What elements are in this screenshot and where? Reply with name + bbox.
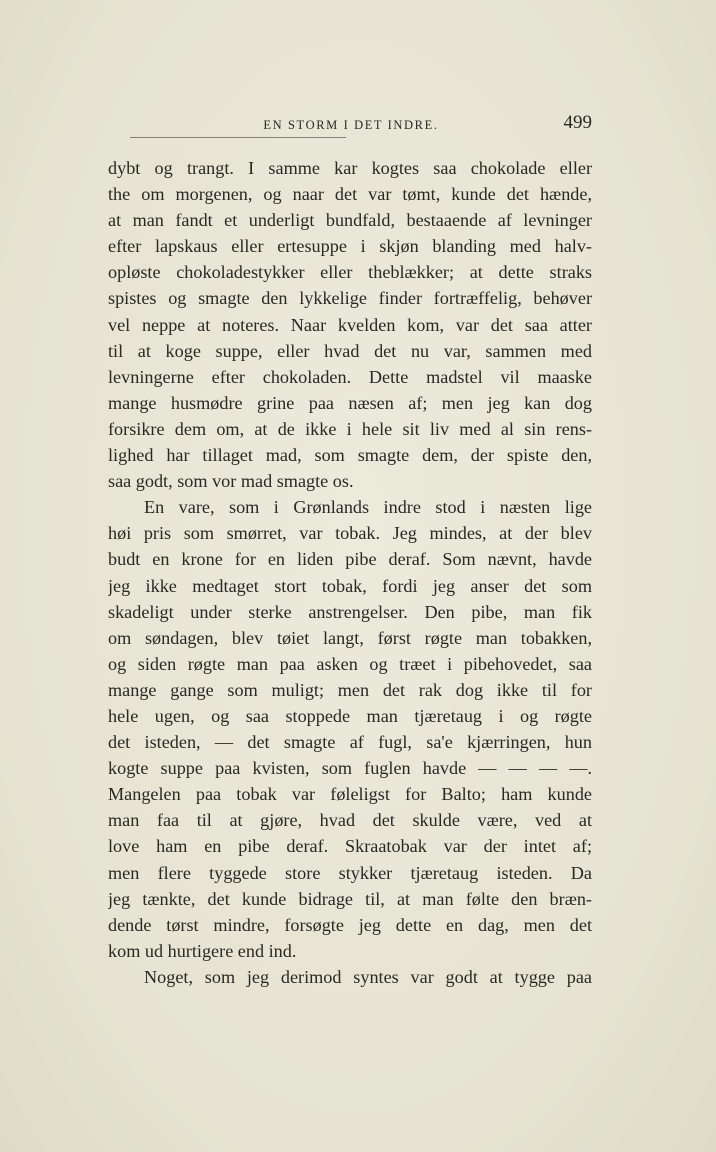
text-line: kogte suppe paa kvisten, som fuglen havde — — — —. [108, 758, 592, 779]
text-line: opløste chokoladestykker eller theblækker; at dette straks [108, 262, 592, 283]
text-line: vel neppe at noteres. Naar kvelden kom, var det saa atter [108, 314, 592, 335]
text-line: mange husmødre grine paa næsen af; men jeg kan dog [108, 392, 592, 413]
text-line: jeg tænkte, det kunde bidrage til, at man følte den bræn- [108, 888, 592, 909]
text-line: og siden røgte man paa asken og træet i pibehovedet, saa [108, 653, 592, 674]
text-line: dende tørst mindre, forsøgte jeg dette en dag, men det [108, 914, 592, 935]
text-line: om søndagen, blev tøiet langt, først røgte man tobakken, [108, 627, 592, 648]
text-line: jeg ikke medtaget stort tobak, fordi jeg anser det som [108, 575, 592, 596]
text-line: man faa til at gjøre, hvad det skulde være, ved at [108, 810, 592, 831]
text-line: kom ud hurtigere end ind. [108, 940, 297, 961]
text-line: the om morgenen, og naar det var tømt, kunde det hænde, [108, 184, 592, 205]
text-line: saa godt, som vor mad smagte os. [108, 471, 354, 492]
page-number: 499 [563, 112, 592, 133]
text-line: hele ugen, og saa stoppede man tjæretaug i og røgte [108, 705, 592, 726]
text-line: men flere tyggede store stykker tjæretaug isteden. Da [108, 862, 592, 883]
text-line: mange gange som muligt; men det rak dog ikke til for [108, 679, 592, 700]
text-line: efter lapskaus eller ertesuppe i skjøn blanding med halv- [108, 236, 592, 257]
text-line: Mangelen paa tobak var føleligst for Balto; ham kunde [108, 784, 592, 805]
text-line: Noget, som jeg derimod syntes var godt at tygge paa [144, 966, 592, 987]
text-line: budt en krone for en liden pibe deraf. Som nævnt, havde [108, 549, 592, 570]
text-line: skadeligt under sterke anstrengelser. Den pibe, man fik [108, 601, 592, 622]
body-text [108, 155, 592, 990]
header-rule [130, 137, 346, 138]
text-line: det isteden, — det smagte af fugl, sa'e kjærringen, hun [108, 732, 592, 753]
text-line: dybt og trangt. I samme kar kogtes saa chokolade eller [108, 158, 592, 178]
text-line: love ham en pibe deraf. Skraatobak var der intet af; [108, 836, 592, 857]
text-line: til at koge suppe, eller hvad det nu var, sammen med [108, 340, 592, 361]
text-line: høi pris som smørret, var tobak. Jeg mindes, at der blev [108, 523, 592, 544]
text-line: spistes og smagte den lykkelige finder fortræffelig, behøver [108, 288, 592, 309]
text-line: forsikre dem om, at de ikke i hele sit liv med al sin rens- [108, 418, 592, 439]
text-line: lighed har tillaget mad, som smagte dem, der spiste den, [108, 445, 592, 466]
page-header [108, 108, 594, 138]
text-line: at man fandt et underligt bundfald, bestaaende af levninger [108, 210, 592, 231]
text-line: En vare, som i Grønlands indre stod i næsten lige [144, 497, 592, 518]
text-line: levningerne efter chokoladen. Dette madstel vil maaske [108, 366, 592, 387]
running-title: EN STORM I DET INDRE. [263, 118, 439, 132]
